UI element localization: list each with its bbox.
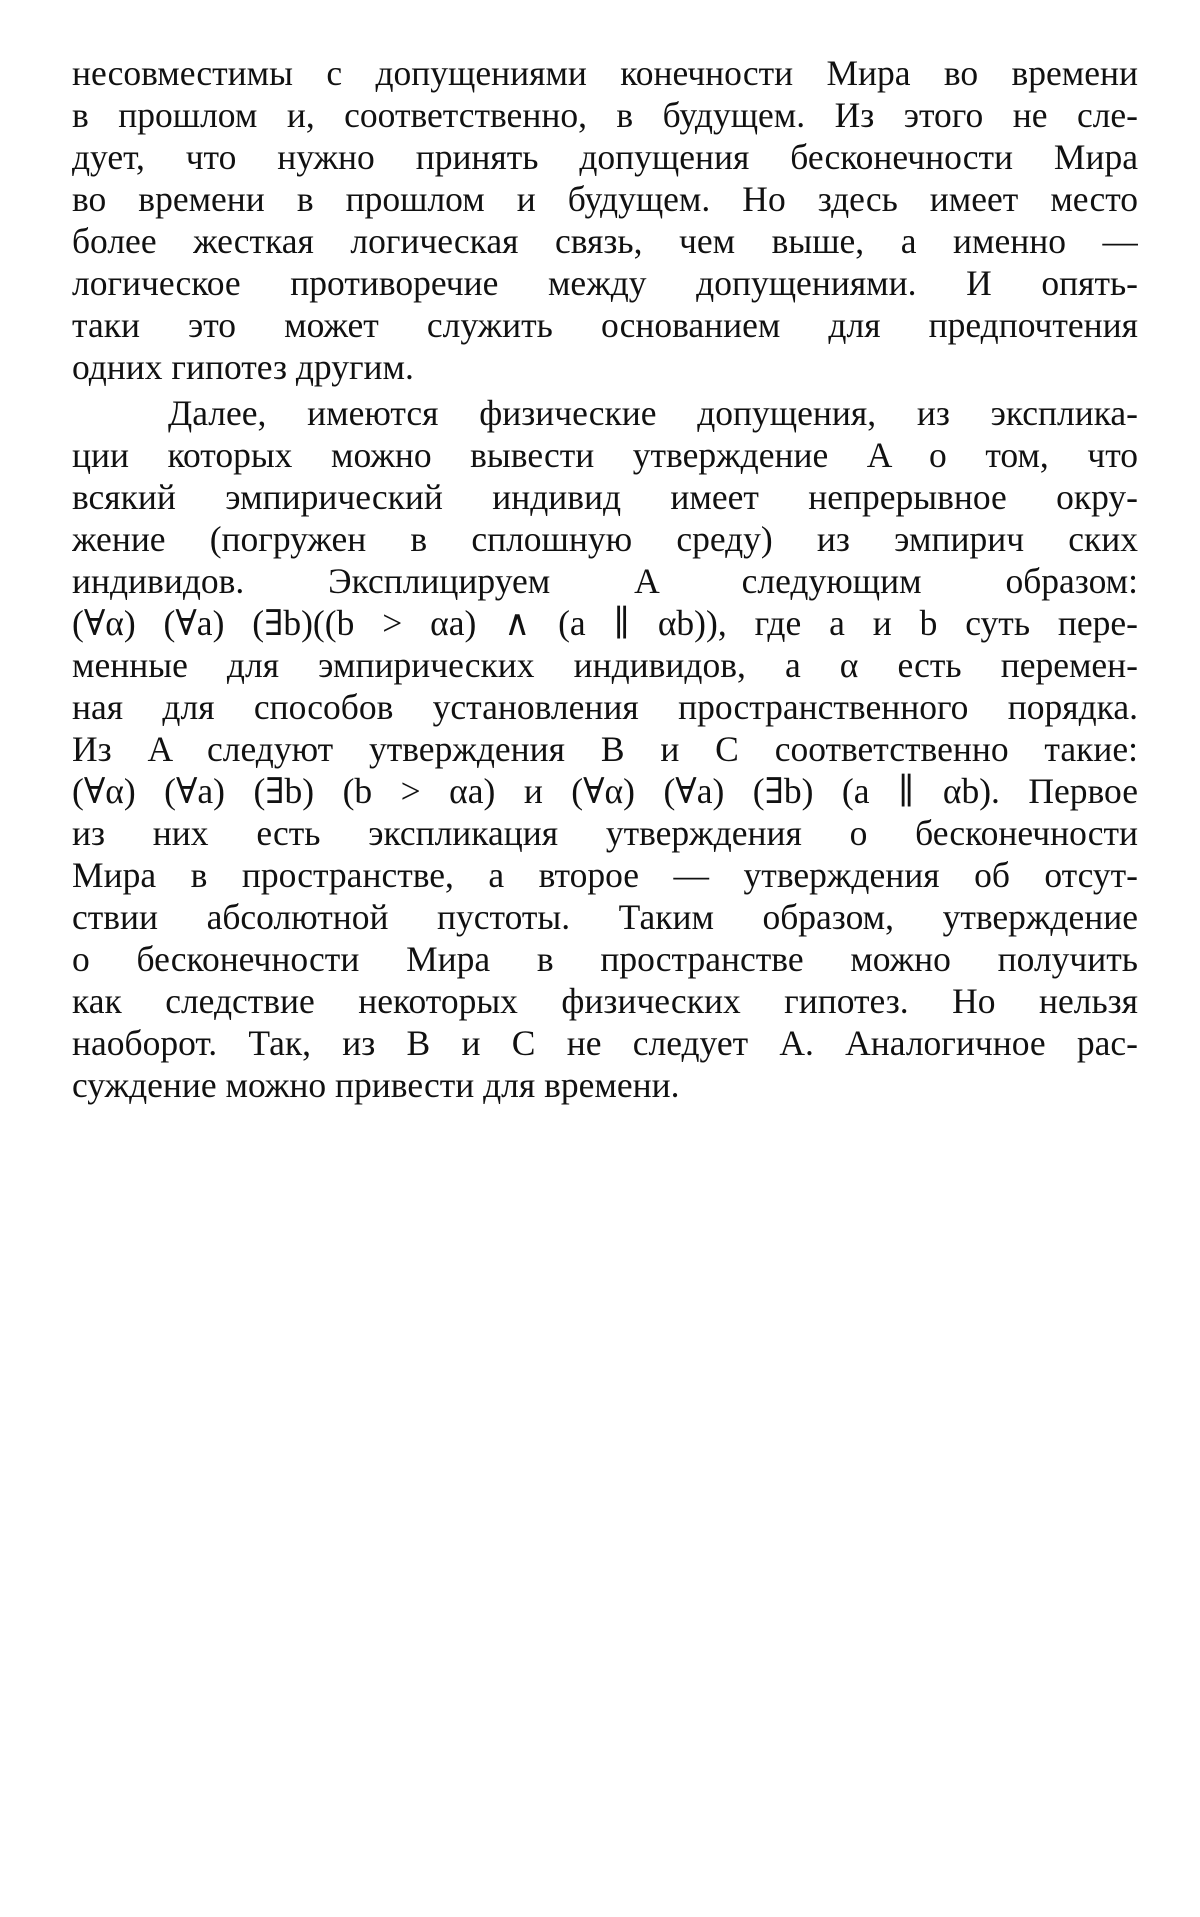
text-line: Далее, имеются физические допущения, из эксплика- (168, 393, 1138, 433)
text-line: менные для эмпирических индивидов, а α есть перемен- (72, 645, 1138, 685)
text-line: ции которых можно вывести утверждение A о том, что (72, 435, 1138, 475)
text-line: из них есть экспликация утверждения о бесконечности (72, 813, 1138, 853)
paragraph-2 (72, 392, 1138, 1106)
text-line: Мира в пространстве, а второе — утверждения об отсут- (72, 855, 1138, 895)
text-line: ная для способов установления пространственного порядка. (72, 687, 1138, 727)
text-line: таки это может служить основанием для предпочтения (72, 305, 1138, 345)
text-line: о бесконечности Мира в пространстве можно получить (72, 939, 1138, 979)
formula-line: (∀α) (∀a) (∃b) (b > αa) и (∀α) (∀a) (∃b) (a ∥ αb). Первое (72, 771, 1138, 811)
text-line: логическое противоречие между допущениями. И опять- (72, 263, 1138, 303)
formula-line: (∀α) (∀a) (∃b)((b > αa) ∧ (a ∥ αb)), где a и b суть пере- (72, 603, 1138, 643)
text-line: Из A следуют утверждения B и C соответственно такие: (72, 729, 1138, 769)
text-line: более жесткая логическая связь, чем выше, а именно — (72, 221, 1138, 261)
text-line: дует, что нужно принять допущения бесконечности Мира (72, 137, 1138, 177)
paragraph-1 (72, 52, 1138, 388)
text-line: индивидов. Эксплицируем A следующим образом: (72, 561, 1138, 601)
text-line: во времени в прошлом и будущем. Но здесь имеет место (72, 179, 1138, 219)
text-line: в прошлом и, соответственно, в будущем. Из этого не сле- (72, 95, 1138, 135)
text-line: наоборот. Так, из B и C не следует A. Аналогичное рас- (72, 1023, 1138, 1063)
text-line: одних гипотез другим. (72, 347, 414, 387)
text-line: всякий эмпирический индивид имеет непрерывное окру- (72, 477, 1138, 517)
text-line: суждение можно привести для времени. (72, 1065, 680, 1105)
document-page (72, 52, 1138, 1106)
text-line: ствии абсолютной пустоты. Таким образом, утверждение (72, 897, 1138, 937)
text-line: жение (погружен в сплошную среду) из эмпирич ских (72, 519, 1138, 559)
text-line: как следствие некоторых физических гипотез. Но нельзя (72, 981, 1138, 1021)
text-line: несовместимы с допущениями конечности Мира во времени (72, 53, 1138, 93)
